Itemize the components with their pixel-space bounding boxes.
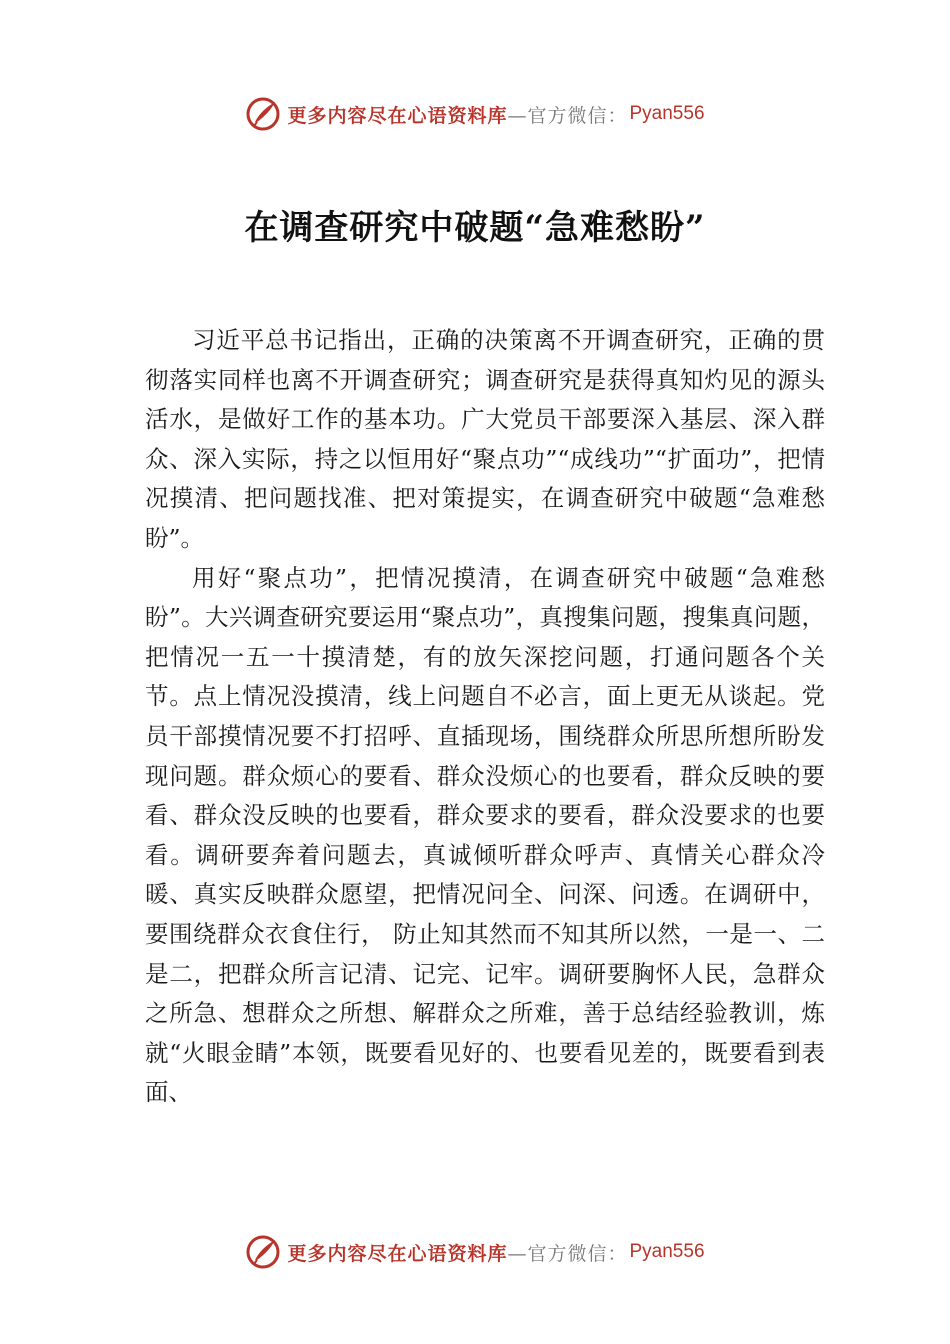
footer-watermark-banner	[0, 1230, 950, 1274]
paragraph-1: 习近平总书记指出，正确的决策离不开调查研究，正确的贯彻落实同样也离不开调查研究；调查研究是获得真知灼见的源头活水，是做好工作的基本功。广大党员干部要深入基层、深入群众、深入实际，持之以恒用好“聚点功”“成线功”“扩面功”，把情况摸清、把问题找准、把对策提实，在调查研究中破题“急难愁盼”。	[145, 326, 825, 552]
quill-pen-logo-icon	[245, 1234, 281, 1270]
header-watermark-banner	[0, 92, 950, 136]
banner-wechat-id: Pyan556	[629, 103, 705, 124]
paragraph-2: 用好“聚点功”，把情况摸清，在调查研究中破题“急难愁盼”。大兴调查研究要运用“聚点功”，真搜集问题，搜集真问题，把情况一五一十摸清楚，有的放矢深挖问题，打通问题各个关节。点上情况没摸清，线上问题自不必言，面上更无从谈起。党员干部摸情况要不打招呼、直插现场，围绕群众所思所想所盼发现问题。群众烦心的要看、群众没烦心的也要看，群众反映的要看、群众没反映的也要看，群众要求的要看，群众没要求的也要看。调研要奔着问题去，真诚倾听群众呼声、真情关心群众冷暖、真实反映群众愿望，把情况问全、问深、问透。在调研中，要围绕群众衣食住行， 防止知其然而不知其所以然，一是一、二是二，把群众所言记清、记完、记牢。调研要胸怀人民，急群众之所急、想群众之所想、解群众之所难，善于总结经验教训，炼就“火眼金睛”本领，既要看见好的、也要看见差的，既要看到表面、	[145, 563, 825, 1107]
banner-wechat-label: —官方微信：	[507, 1242, 628, 1265]
banner-wechat-id: Pyan556	[629, 1241, 705, 1262]
quill-pen-logo-icon	[245, 96, 281, 132]
banner-wechat-label: —官方微信：	[507, 104, 628, 127]
document-title: 在调查研究中破题“急难愁盼”	[244, 208, 706, 248]
banner-text: 更多内容尽在心语资料库	[287, 104, 508, 127]
document-body	[145, 321, 825, 1113]
banner-text: 更多内容尽在心语资料库	[287, 1242, 508, 1265]
